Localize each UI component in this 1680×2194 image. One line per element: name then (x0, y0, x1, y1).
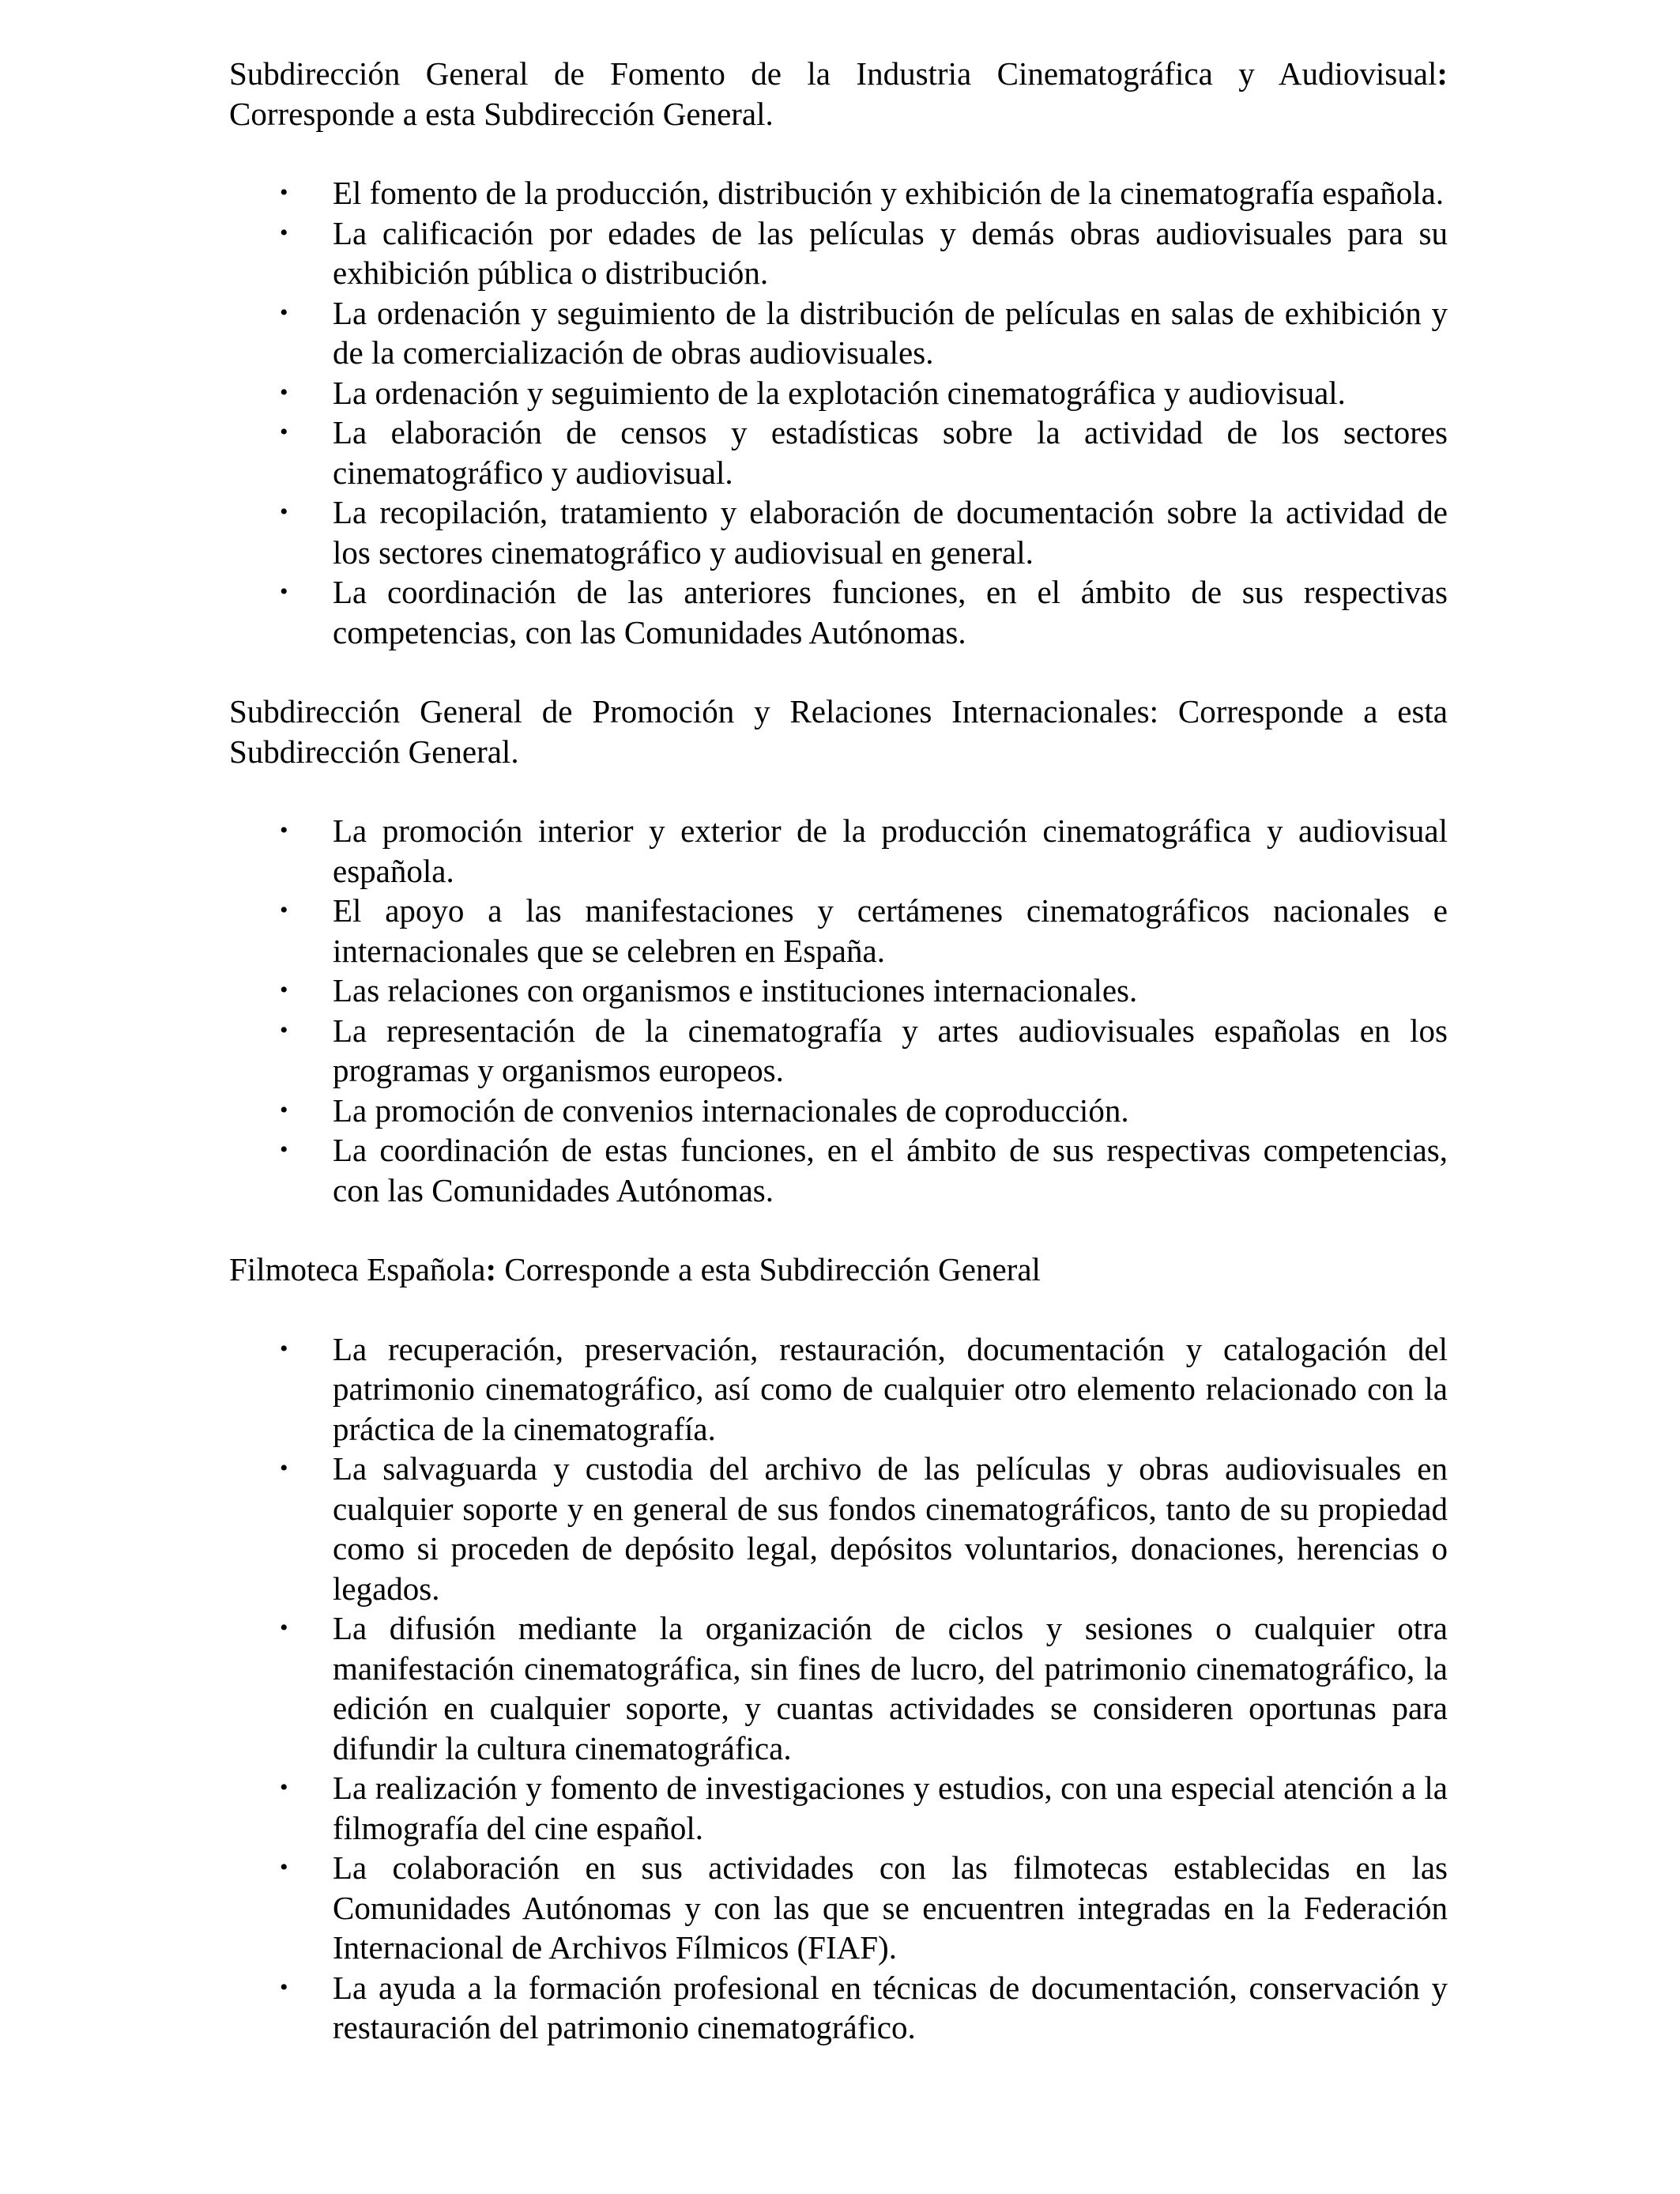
section-intro (229, 54, 1448, 134)
list-item-text: La realización y fomento de investigaciones y estudios, con una especial atención a la filmografía del cine español. (333, 1770, 1448, 1846)
section-intro-text: Corresponde a esta Subdirección General. (229, 693, 1448, 770)
list-item (229, 1130, 1448, 1210)
list-item (229, 1329, 1448, 1449)
list-item-text: La representación de la cinematografía y artes audiovisuales españolas en los programas y organismos europeos. (333, 1012, 1448, 1088)
list-item (229, 293, 1448, 373)
list-item-text: Las relaciones con organismos e instituciones internacionales. (333, 972, 1138, 1008)
heading-colon: : (1149, 693, 1159, 729)
list-item-text: La salvaguarda y custodia del archivo de las películas y obras audiovisuales en cualquier soporte y en general de sus fondos cinematográficos, tanto de su propiedad como si proceden de depósito legal, depósitos voluntarios, donaciones, herencias o legados. (333, 1450, 1448, 1607)
bullet-icon: • (280, 299, 288, 326)
list-item (229, 971, 1448, 1011)
list-item (229, 1768, 1448, 1848)
bullet-icon: • (280, 817, 288, 843)
section-filmoteca (229, 1250, 1448, 2048)
bullet-icon: • (280, 1854, 288, 1880)
heading-colon: : (1437, 55, 1448, 92)
list-item-text: La recopilación, tratamiento y elaboración de documentación sobre la actividad de los sectores cinematográfico y audiovisual en general. (333, 494, 1448, 571)
list-item-text: La ayuda a la formación profesional en técnicas de documentación, conservación y restauración del patrimonio cinematográfico. (333, 1969, 1448, 2045)
bullet-list (229, 1329, 1448, 2048)
bullet-icon: • (280, 897, 288, 923)
bullet-icon: • (280, 1455, 288, 1481)
section-heading: Subdirección General de Promoción y Relaciones Internacionales (229, 693, 1150, 729)
list-item (229, 1011, 1448, 1091)
bullet-icon: • (280, 1973, 288, 2000)
section-heading: Filmoteca Española (229, 1251, 486, 1287)
bullet-icon: • (280, 1615, 288, 1641)
list-item (229, 891, 1448, 971)
bullet-icon: • (280, 499, 288, 525)
list-item-text: La colaboración en sus actividades con las filmotecas establecidas en las Comunidades Autónomas y con las que se encuentren integradas en la Federación Internacional de Archivos Fílmicos (FIAF). (333, 1849, 1448, 1966)
bullet-icon: • (280, 419, 288, 445)
section-promocion (229, 692, 1448, 1210)
bullet-icon: • (280, 1774, 288, 1800)
section-intro (229, 692, 1448, 771)
list-item-text: La promoción de convenios internacionales de coproducción. (333, 1091, 1129, 1129)
list-item-text: La ordenación y seguimiento de la distribución de películas en salas de exhibición y de la comercialización de obras audiovisuales. (333, 294, 1448, 371)
bullet-list (229, 173, 1448, 652)
list-item-text: La promoción interior y exterior de la producción cinematográfica y audiovisual española. (333, 812, 1448, 889)
list-item-text: La elaboración de censos y estadísticas sobre la actividad de los sectores cinematográfico y audiovisual. (333, 414, 1448, 491)
section-fomento (229, 54, 1448, 652)
list-item (229, 1848, 1448, 1968)
bullet-icon: • (280, 1096, 288, 1123)
bullet-icon: • (280, 379, 288, 405)
list-item (229, 213, 1448, 293)
bullet-icon: • (280, 1016, 288, 1043)
list-item-text: La recuperación, preservación, restauración, documentación y catalogación del patrimonio cinematográfico, así como de cualquier otro elemento relacionado con la práctica de la cinematografía. (333, 1330, 1448, 1447)
bullet-icon: • (280, 1335, 288, 1362)
section-intro (229, 1250, 1448, 1290)
heading-colon: : (485, 1251, 497, 1287)
section-heading: Subdirección General de Fomento de la Industria Cinematográfica y Audiovisual (229, 55, 1437, 92)
document-page (229, 54, 1448, 2087)
bullet-icon: • (280, 219, 288, 246)
list-item (229, 373, 1448, 413)
bullet-icon: • (280, 977, 288, 1003)
list-item (229, 811, 1448, 891)
list-item (229, 1449, 1448, 1608)
list-item (229, 173, 1448, 213)
bullet-icon: • (280, 579, 288, 605)
list-item (229, 413, 1448, 492)
list-item (229, 1968, 1448, 2048)
bullet-icon: • (280, 179, 288, 205)
list-item (229, 492, 1448, 572)
list-item-text: La difusión mediante la organización de ciclos y sesiones o cualquier otra manifestación cinematográfica, sin fines de lucro, del patrimonio cinematográfico, la edición en cualquier soporte, y cuantas actividades se consideren oportunas para difundir la cultura cinematográfica. (333, 1610, 1448, 1766)
list-item-text: El fomento de la producción, distribución y exhibición de la cinematografía española. (333, 175, 1445, 211)
list-item-text: La ordenación y seguimiento de la explotación cinematográfica y audiovisual. (333, 374, 1346, 411)
section-intro-text: Corresponde a esta Subdirección General. (229, 95, 774, 132)
list-item (229, 572, 1448, 652)
list-item (229, 1608, 1448, 1768)
list-item-text: El apoyo a las manifestaciones y certámenes cinematográficos nacionales e internacionales que se celebren en España. (333, 892, 1448, 969)
list-item-text: La calificación por edades de las películas y demás obras audiovisuales para su exhibición pública o distribución. (333, 214, 1448, 291)
list-item-text: La coordinación de estas funciones, en el ámbito de sus respectivas competencias, con las Comunidades Autónomas. (333, 1132, 1448, 1208)
bullet-list (229, 811, 1448, 1210)
section-intro-text: Corresponde a esta Subdirección General (496, 1251, 1041, 1287)
list-item (229, 1091, 1448, 1131)
list-item-text: La coordinación de las anteriores funciones, en el ámbito de sus respectivas competencias, con las Comunidades Autónomas. (333, 574, 1448, 650)
bullet-icon: • (280, 1137, 288, 1163)
